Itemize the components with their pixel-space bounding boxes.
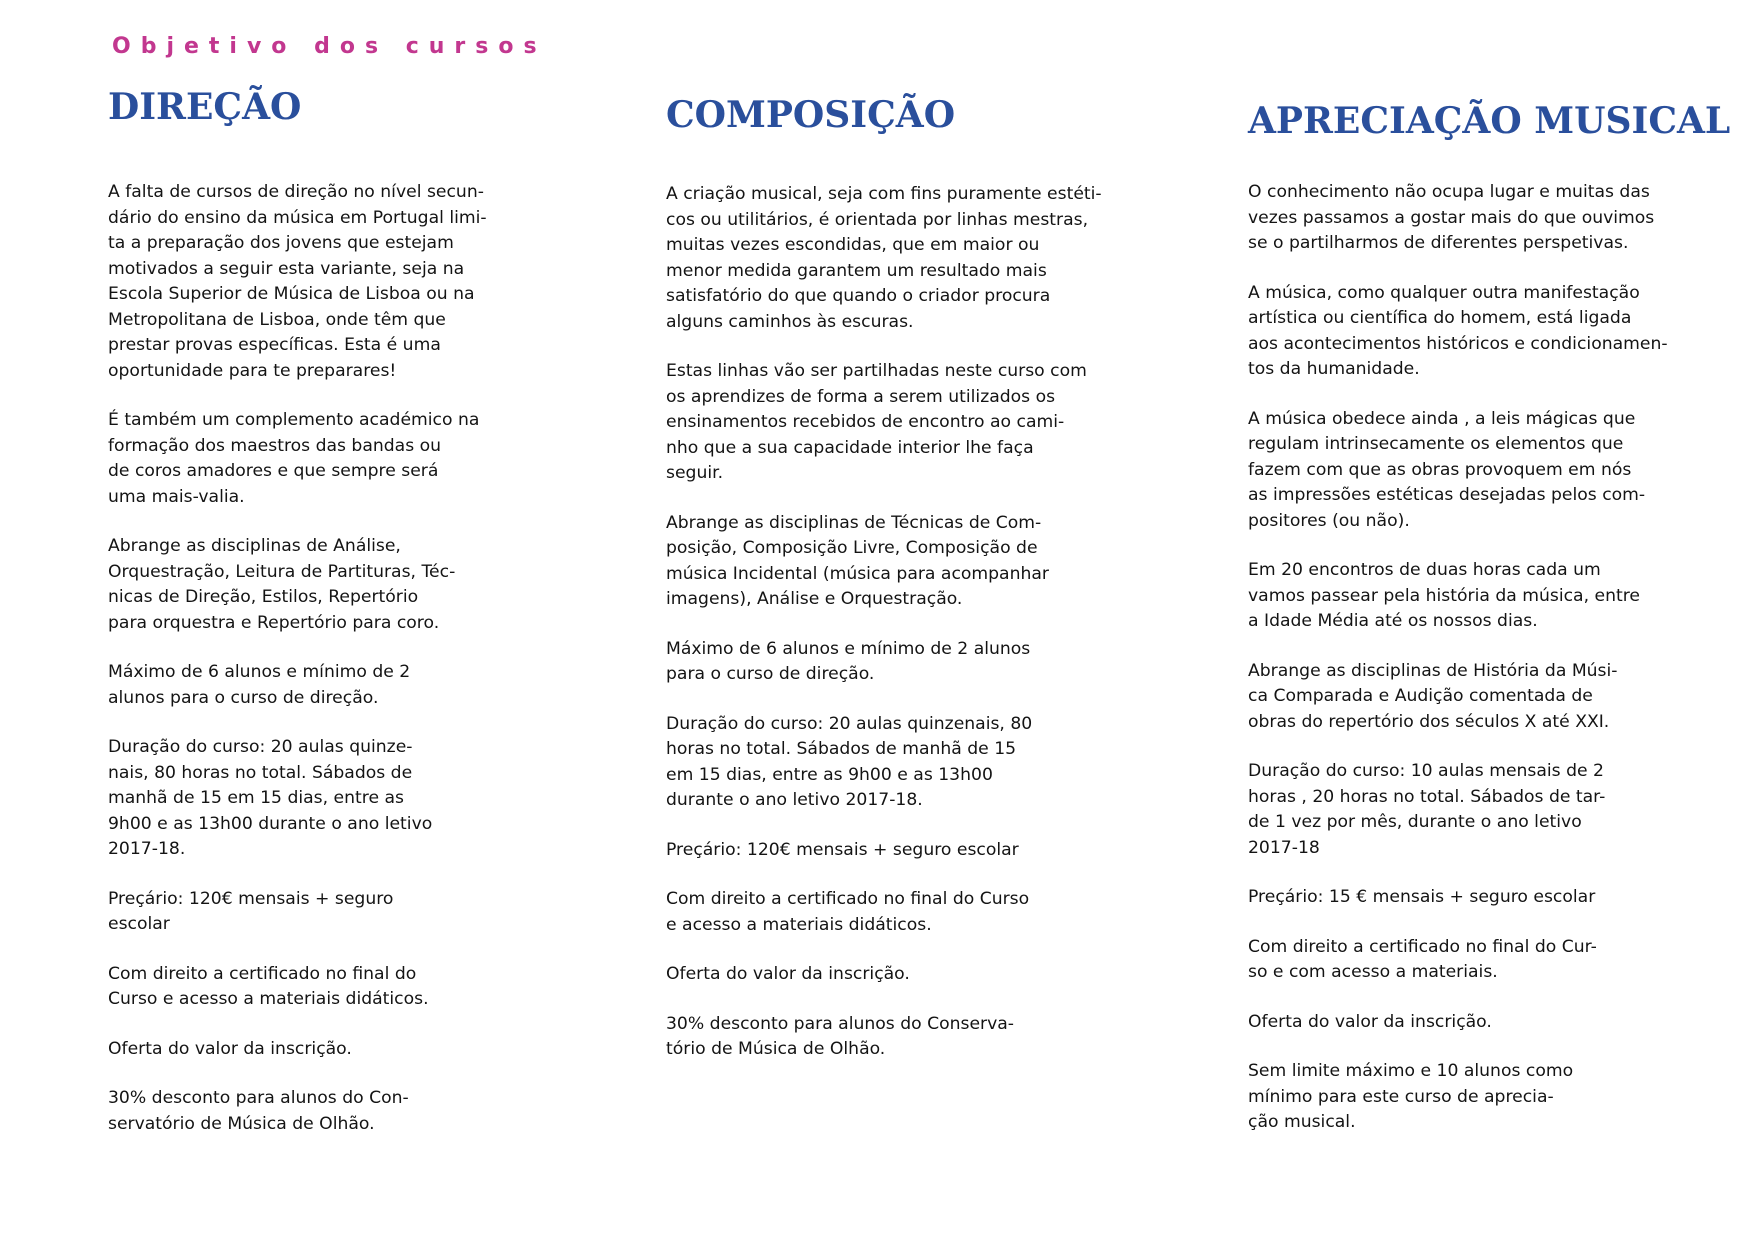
paragraph: Com direito a certificado no final do Curso e acesso a materiais didáticos. xyxy=(108,963,429,1009)
paragraph: A música, como qualquer outra manifestação artística ou científica do homem, está ligada aos acontecimentos históricos e condicionamen- tos da humanidade. xyxy=(1248,282,1668,379)
paragraph: Estas linhas vão ser partilhadas neste curso com os aprendizes de forma a serem utilizados os ensinamentos recebidos de encontro ao cami- nho que a sua capacidade interior lhe faça seguir. xyxy=(666,361,1087,483)
paragraph: A música obedece ainda , a leis mágicas que regulam intrinsecamente os elementos que fazem com que as obras provoquem em nós as impressões estéticas desejadas pelos com- positores (ou não). xyxy=(1248,408,1646,531)
paragraph: Máximo de 6 alunos e mínimo de 2 alunos para o curso de direção. xyxy=(108,662,411,708)
paragraph: O conhecimento não ocupa lugar e muitas das vezes passamos a gostar mais do que ouvimos se o partilharmos de diferentes perspetivas. xyxy=(1248,182,1655,253)
column-title: APRECIAÇÃO MUSICAL xyxy=(1248,100,1731,142)
paragraph: Sem limite máximo e 10 alunos como mínimo para este curso de aprecia- ção musical. xyxy=(1248,1061,1574,1132)
paragraph: É também um complemento académico na formação dos maestros das bandas ou de coros amadores e que sempre será uma mais-valia. xyxy=(108,410,480,507)
page-header-label: Objetivo dos cursos xyxy=(112,34,547,59)
paragraph: Oferta do valor da inscrição. xyxy=(1248,1011,1492,1032)
column-title: DIREÇÃO xyxy=(108,86,302,128)
paragraph: A falta de cursos de direção no nível secun- dário do ensino da música em Portugal limi- ta a preparação dos jovens que estejam motivados a seguir esta variante, seja na Escola Superior de Música de Lisboa ou na Metropolitana de Lisboa, onde têm que prestar provas específicas. Esta é uma oportunidade para te preparares! xyxy=(108,182,487,381)
paragraph: 30% desconto para alunos do Conserva- tório de Música de Olhão. xyxy=(666,1013,1015,1059)
course-column-composicao xyxy=(666,94,1106,1087)
paragraph: Preçário: 15 € mensais + seguro escolar xyxy=(1248,887,1596,907)
paragraph: Abrange as disciplinas de História da Músi- ca Comparada e Audição comentada de obras do repertório dos séculos X até XXI. xyxy=(1248,660,1618,732)
paragraph: Duração do curso: 20 aulas quinze- nais, 80 horas no total. Sábados de manhã de 15 em 15 dias, entre as 9h00 e as 13h00 durante o ano letivo 2017-18. xyxy=(108,737,433,859)
paragraph: Preçário: 120€ mensais + seguro escolar xyxy=(666,839,1019,860)
paragraph: Duração do curso: 10 aulas mensais de 2 horas , 20 horas no total. Sábados de tar- de 1 vez por mês, durante o ano letivo 2017-18 xyxy=(1248,761,1606,858)
paragraph: Duração do curso: 20 aulas quinzenais, 80 horas no total. Sábados de manhã de 15 em 15 dias, entre as 9h00 e as 13h00 durante o ano letivo 2017-18. xyxy=(666,713,1033,810)
paragraph: Máximo de 6 alunos e mínimo de 2 alunos para o curso de direção. xyxy=(666,638,1031,684)
paragraph: Abrange as disciplinas de Técnicas de Com- posição, Composição Livre, Composição de música Incidental (música para acompanhar imagens), Análise e Orquestração. xyxy=(666,512,1049,609)
course-column-apreciacao-musical xyxy=(1248,100,1731,1160)
paragraph: Oferta do valor da inscrição. xyxy=(666,964,910,984)
paragraph: Preçário: 120€ mensais + seguro escolar xyxy=(108,888,394,934)
paragraph: Abrange as disciplinas de Análise, Orquestração, Leitura de Partituras, Téc- nicas de Direção, Estilos, Repertório para orquestra e Repertório para coro. xyxy=(108,536,456,633)
paragraph: Com direito a certificado no final do Cur- so e com acesso a materiais. xyxy=(1248,936,1597,982)
course-column-direcao xyxy=(108,86,548,1161)
paragraph: Em 20 encontros de duas horas cada um vamos passear pela história da música, entre a Idade Média até os nossos dias. xyxy=(1248,560,1640,631)
paragraph: Oferta do valor da inscrição. xyxy=(108,1038,352,1059)
column-title: COMPOSIÇÃO xyxy=(666,94,956,136)
paragraph: Com direito a certificado no final do Curso e acesso a materiais didáticos. xyxy=(666,889,1030,935)
paragraph: A criação musical, seja com fins puramente estéti- cos ou utilitários, é orientada por linhas mestras, muitas vezes escondidas, que em maior ou menor medida garantem um resultado mais satisfatório do que quando o criador procura alguns caminhos às escuras. xyxy=(666,184,1102,332)
paragraph: 30% desconto para alunos do Con- servatório de Música de Olhão. xyxy=(108,1088,409,1134)
